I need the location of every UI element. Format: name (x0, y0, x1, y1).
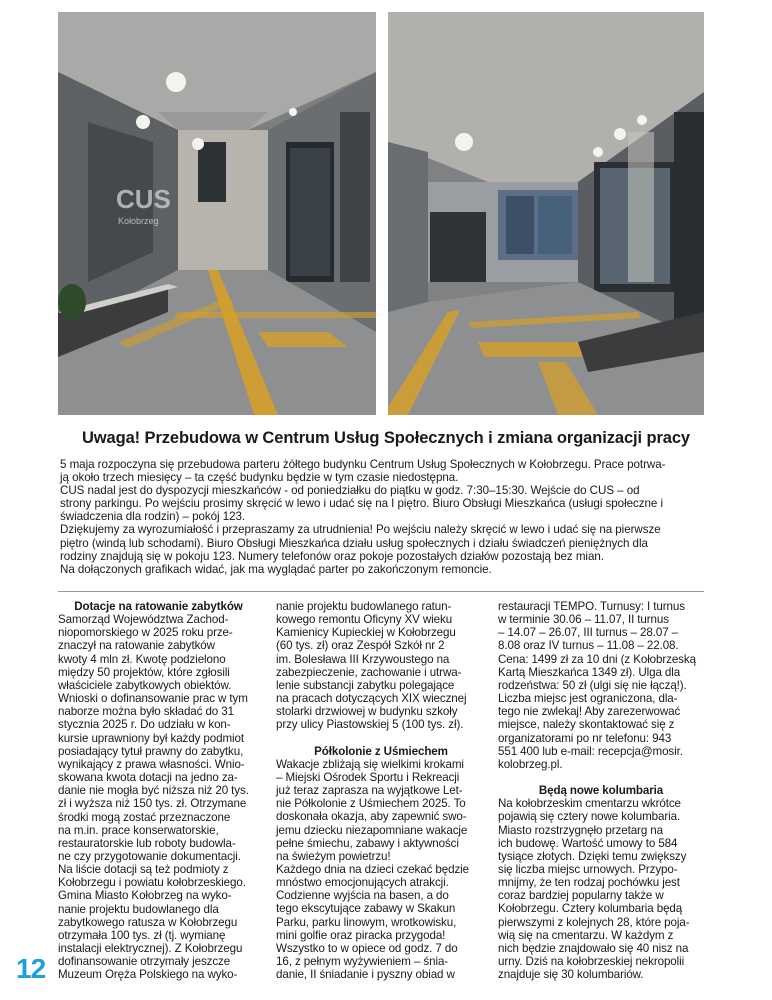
text-line: już teraz zaprasza na wyjątkowe Let- (276, 784, 463, 798)
article-intro (60, 458, 710, 576)
text-line: Kamienicy Kupieckiej w Kołobrzegu (276, 626, 456, 640)
text-line: Na kołobrzeskim cmentarzu wkrótce (498, 797, 681, 811)
text-line: mnijmy, że ten rodzaj pochówku jest (498, 876, 680, 890)
intro-line: Na dołączonych grafikach widać, jak ma wyglądać parter po zakończonym remoncie. (60, 562, 492, 576)
text-line: im. Bolesława III Krzywoustego na (276, 652, 450, 666)
text-line: niopomorskiego w 2025 roku prze- (58, 626, 233, 640)
text-line: Miasto rozstrzygnęło przetarg na (498, 823, 663, 837)
text-line: tego ekscytujące zabawy w Skakun (276, 902, 456, 916)
text-line: dofinansowanie otrzymały jeszcze (58, 955, 231, 969)
text-line: pełne śmiechu, zabawy i aktywności (276, 836, 459, 850)
text-line: restauracji TEMPO. Turnusy: I turnus (498, 600, 685, 613)
text-line: Na liście dotacji są też podmioty z (58, 863, 229, 877)
text-line: Kołobrzegu i powiatu kołobrzeskiego. (58, 876, 246, 890)
text-line: 551 400 lub e-mail: recepcja@mosir. (498, 744, 683, 758)
text-line: przy ulicy Piastowskiej 5 (100 tys. zł). (276, 718, 464, 732)
text-line: Codzienne wyjścia na basen, a do (276, 889, 449, 903)
text-line: tego nie zwlekaj! Aby zarezerwować (498, 705, 681, 719)
text-line: Samorząd Województwa Zachod- (58, 613, 229, 627)
text-line: zł i wyższa niż 150 tys. zł. Otrzymane (58, 797, 247, 811)
page-number: 12 (16, 953, 46, 984)
text-line: mini golfie oraz piracka przygoda! (276, 928, 446, 942)
section-heading: Półkolonie z Uśmiechem (314, 744, 448, 758)
text-line: kolobrzeg.pl. (498, 757, 563, 771)
text-line: naborze można było składać do 31 (58, 705, 234, 719)
col2-body-top (276, 600, 486, 732)
column-2 (276, 600, 486, 981)
text-line: – 14.07 – 26.07, III turnus – 28.07 – (498, 626, 679, 640)
lobby-rendering-right (388, 12, 704, 415)
text-line: zabytkowego ratusza w Kołobrzegu (58, 915, 238, 929)
text-line: między 50 projektów, które zgłosili (58, 665, 230, 679)
text-line: restauratorskie lub roboty budowla- (58, 836, 236, 850)
text-line: właściciele zabytkowych obiektów. (58, 678, 232, 692)
text-line: tysiące złotych. Dzięki temu zwiększy (498, 849, 687, 863)
intro-line: ją około trzech miesięcy – ta część budynku będzie w tym czasie niedostępna. (60, 471, 459, 485)
text-line: Kołobrzegu. Cztery kolumbaria będą (498, 902, 683, 916)
intro-line: 5 maja rozpoczyna się przebudowa parteru żółtego budynku Centrum Usług Społecznych w Kołobrzegu. Prace potrwa- (60, 458, 666, 471)
col3-body-top (498, 600, 704, 771)
text-line: Wnioski o dofinansowanie prac w tym (58, 692, 248, 706)
text-line: urny. Dziś na kołobrzeskiej nekropolii (498, 955, 685, 969)
text-line: (60 tys. zł) oraz Zespół Szkół nr 2 (276, 639, 445, 653)
text-line: wią się na cmentarzu. W każdym z (498, 928, 674, 942)
text-line: – Miejski Ośrodek Sportu i Rekreacji (276, 770, 460, 784)
article-headline: Uwaga! Przebudowa w Centrum Usług Społecznych i zmiana organizacji pracy (81, 429, 691, 447)
text-line: lenie substancji zabytku polegające (276, 678, 455, 692)
text-line: instalacji elektrycznej). Z Kołobrzegu (58, 942, 243, 956)
text-line: Gmina Miasto Kołobrzeg na wyko- (58, 889, 232, 903)
text-line: Parku, parku linowym, wrotkowisku, (276, 915, 457, 929)
text-line: środki mogą zostać przeznaczone (58, 810, 231, 824)
intro-line: rodziny znajdują się w pokoju 123. Numery telefonów oraz pokoje pozostałych działów pozostają bez mian. (60, 549, 604, 563)
text-line: Wakacje zbliżają się wielkimi krokami (276, 757, 464, 771)
text-line: Wszystko to w opiece od godz. 7 do (276, 941, 458, 955)
text-line: skowana kwota dotacji na jedno za- (58, 771, 238, 785)
intro-line: świadczenia dla rodzin) – pokój 123. (60, 510, 246, 524)
text-line: ich budowę. Wartość umowy to 584 (498, 836, 678, 850)
text-line: rodzeństwa: 50 zł (ulgi się nie łączą!). (498, 678, 687, 692)
text-line: się liczba miejsc urnowych. Przypo- (498, 862, 678, 876)
column-1 (58, 600, 259, 982)
section-heading: Dotacje na ratowanie zabytków (74, 600, 243, 613)
text-line: w terminie 30.06 – 11.07, II turnus (498, 613, 669, 627)
text-line: nanie projektu budowlanego ratun- (276, 600, 452, 613)
text-line: na m.in. prace konserwatorskie, (58, 823, 219, 837)
text-line: coraz bardziej popularny także w (498, 889, 664, 903)
text-line: danie nie mogła być niższa niż 20 tys. (58, 784, 249, 798)
text-line: posiadający tytuł prawny do zabytku, (58, 744, 244, 758)
text-line: na świeżym powietrzu! (276, 849, 391, 863)
text-line: jemu dziecku niezapomniane wakacje (276, 823, 468, 837)
text-line: nanie projektu budowlanego dla (58, 902, 219, 916)
col3-body (498, 797, 704, 981)
intro-line: Dziękujemy za wyrozumiałość i przepraszamy za utrudnienia! Po wejściu należy skręcić w lewo i udać się na pierwsze (60, 523, 661, 537)
cus-sign: CUS (116, 184, 171, 214)
text-line: Kartą Mieszkańca 1349 zł). Ulga dla (498, 665, 681, 679)
text-line: nie Półkolonie z Uśmiechem 2025. To (276, 797, 466, 811)
text-line: kursie uprawniony był każdy podmiot (58, 731, 244, 745)
text-line: danie, II śniadanie i pyszny obiad w (276, 968, 455, 982)
text-line: 16, z pełnym wyżywieniem – śnia- (276, 955, 449, 969)
text-line: stycznia 2025 r. Do udziału w kon- (58, 718, 231, 732)
col1-body (58, 613, 259, 981)
text-line: stolarki drzwiowej w budynku szkoły (276, 705, 458, 719)
intro-line: piętro (windą lub schodami). Biuro Obsługi Mieszkańca działu usług społecznych i działu świadczeń pieniężnych dla (60, 536, 648, 550)
intro-line: strony parkingu. Po wejściu prosimy skręcić w lewo i udać się na I piętro. Biuro Obsługi Mieszkańca (usługi społeczne i (60, 497, 663, 511)
text-line: Muzeum Oręża Polskiego na wyko- (58, 968, 238, 982)
text-line: wynikający z prawa własności. Wnio- (58, 757, 245, 771)
text-line: znajduje się 30 kolumbariów. (498, 968, 644, 982)
text-line: miejsce, należy skontaktować się z (498, 718, 675, 732)
column-3 (498, 600, 704, 981)
text-line: zabezpieczenie, zachowanie i utrwa- (276, 665, 462, 679)
text-line: Każdego dnia na dzieci czekać będzie (276, 862, 469, 876)
text-line: Liczba miejsc jest ograniczona, dla- (498, 692, 678, 706)
text-line: ne czy przygotowanie dokumentacji. (58, 849, 241, 863)
col2-body (276, 758, 486, 982)
text-line: na pracach dotyczących XIX wiecznej (276, 692, 467, 706)
text-line: 8.08 oraz IV turnus – 11.08 – 22.08. (498, 639, 679, 653)
text-line: kowego remontu Oficyny XV wieku (276, 613, 453, 627)
text-line: otrzymała 100 tys. zł (tj. wymianę (58, 928, 226, 942)
intro-line: CUS nadal jest do dyspozycji mieszkańców - od poniedziałku do piątku w godz. 7:30–15:30. Wejście do CUS – od (60, 484, 640, 498)
section-divider (58, 591, 704, 592)
text-line: nich będzie znajdowało się 40 nisz na (498, 941, 689, 955)
text-line: znaczył na ratowanie zabytków (58, 639, 215, 653)
text-line: mnóstwo emocjonujących atrakcji. (276, 876, 449, 890)
text-line: doskonała okazja, aby zapewnić swo- (276, 810, 467, 824)
section-heading: Będą nowe kolumbaria (538, 784, 664, 798)
text-line: kwoty 4 mln zł. Kwotę podzielono (58, 652, 226, 666)
text-line: organizatorami po nr telefonu: 943 (498, 731, 672, 745)
city-sign: Kołobrzeg (118, 216, 159, 226)
lobby-rendering-left (58, 12, 376, 415)
text-line: pojawią się cztery nowe kolumbaria. (498, 810, 681, 824)
text-line: Cena: 1499 zł za 10 dni (z Kołobrzeską (498, 652, 696, 666)
text-line: pierwszymi z kolejnych 28, które poja- (498, 915, 690, 929)
